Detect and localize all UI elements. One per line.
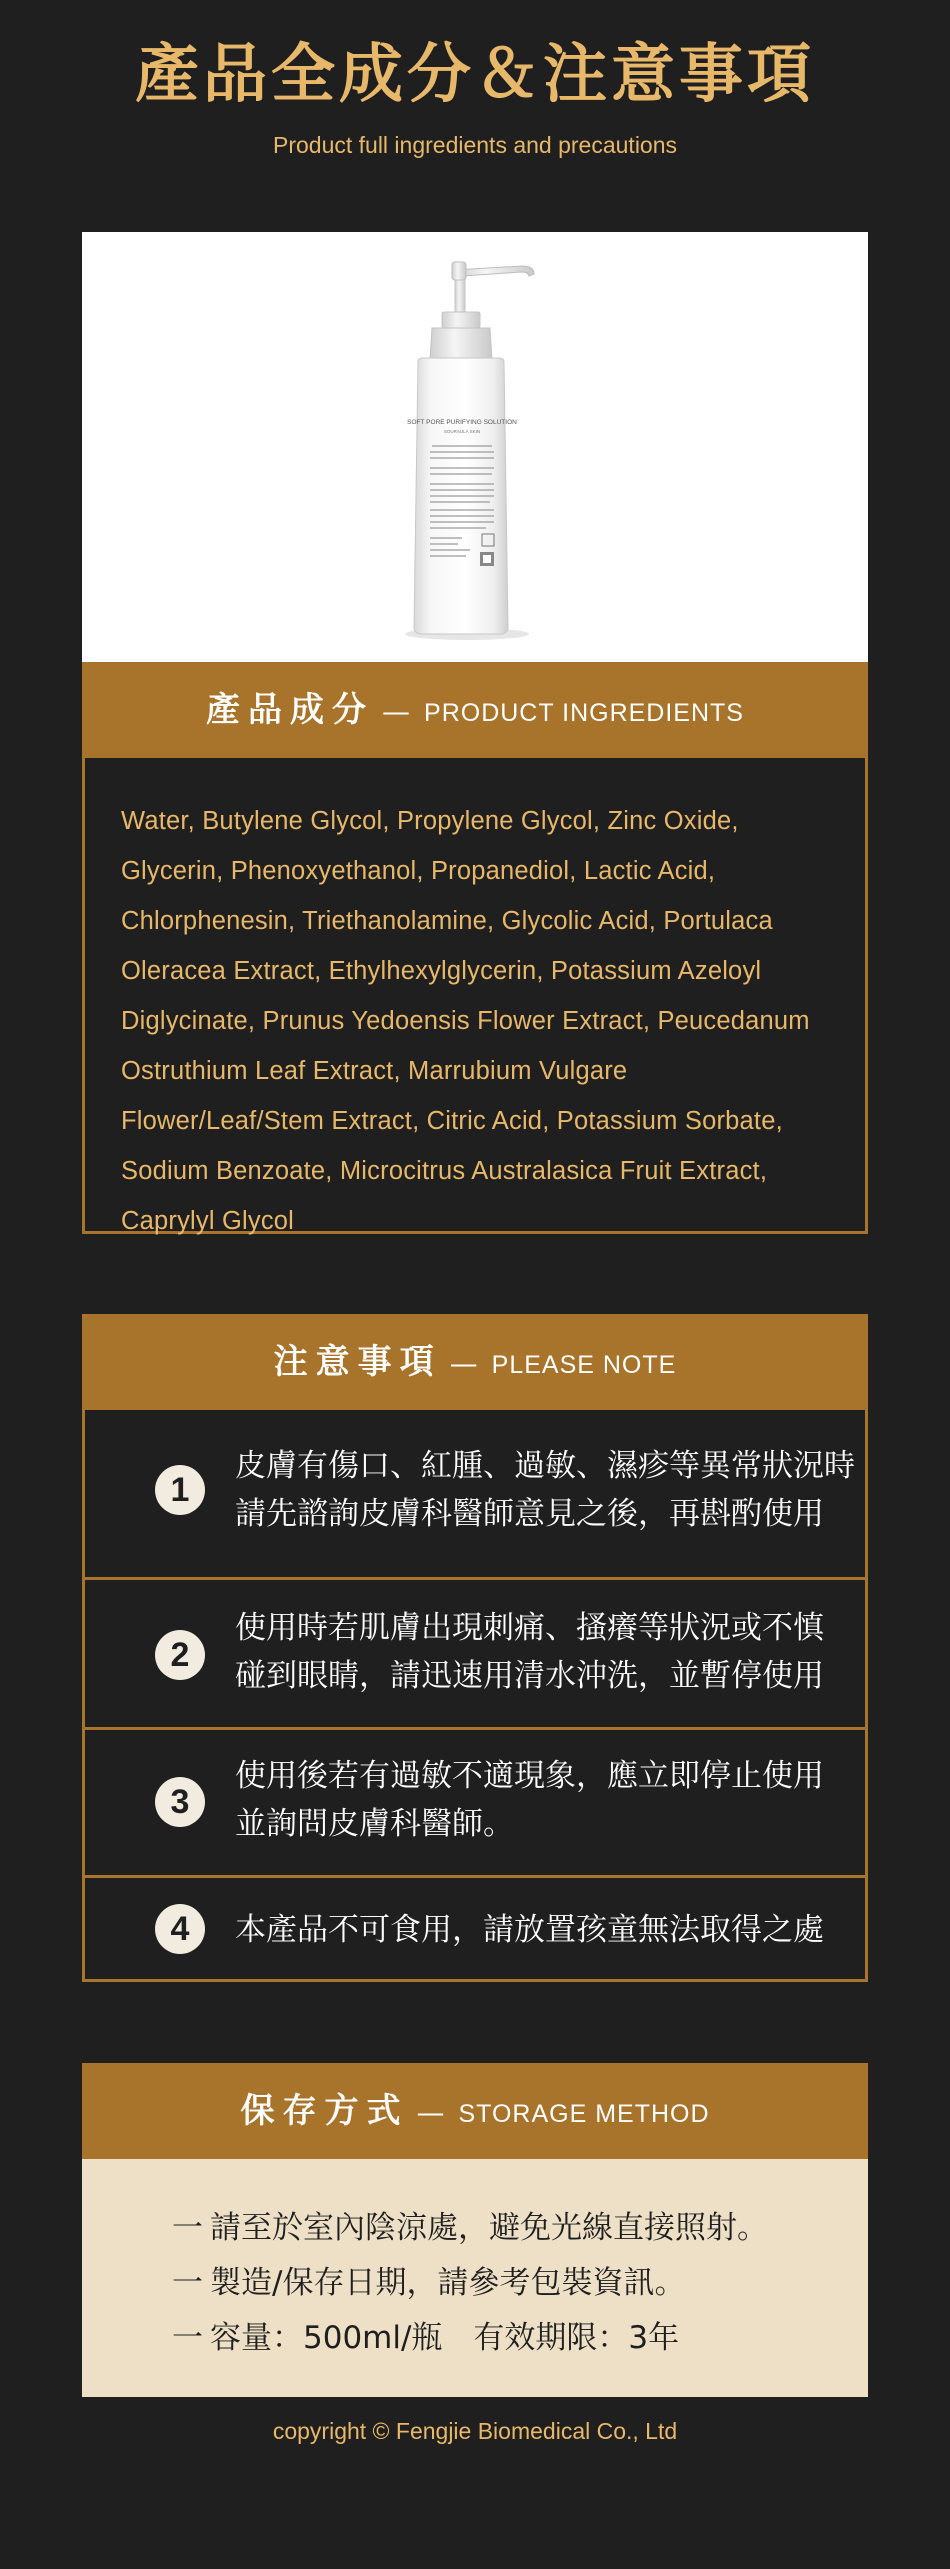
dash-bullet-icon: 一	[172, 2265, 203, 2301]
number-4-icon: 4	[155, 1904, 205, 1954]
product-image	[82, 232, 868, 662]
note-item-1	[82, 1410, 868, 1580]
page-header	[0, 0, 950, 159]
note-3-line-2: 並詢問皮膚科醫師。	[235, 1806, 514, 1842]
ingredients-list: Water, Butylene Glycol, Propylene Glycol, Zinc Oxide, Glycerin, Phenoxyethanol, Propanediol, Lactic Acid, Chlorphenesin, Triethanolamine, Glycolic Acid, Portulaca Oleracea Extract, Ethylhexylglycerin, Potassium Azeloyl Diglycinate, Prunus Yedoensis Flower Extract, Peucedanum Ostruthium Leaf Extract, Marrubium Vulgare Flower/Leaf/Stem Extract, Citric Acid, Potassium Sorbate, Sodium Benzoate, Microcitrus Australasica Fruit Extract, Caprylyl Glycol	[121, 807, 810, 1235]
ingredients-heading-en: PRODUCT INGREDIENTS	[424, 699, 744, 727]
storage-heading-zh: 保存方式	[240, 2091, 409, 2131]
note-2-line-1: 使用時若肌膚出現刺痛、搔癢等狀況或不慎	[235, 1610, 824, 1646]
storage-text-3: 容量：500ml/瓶 有效期限：3年	[210, 2320, 680, 2356]
note-1-line-2: 請先諮詢皮膚科醫師意見之後，再斟酌使用	[235, 1496, 824, 1532]
svg-text:SOFT PORE PURIFYING SOLUTION: SOFT PORE PURIFYING SOLUTION	[407, 419, 517, 426]
storage-heading	[82, 2063, 868, 2159]
storage-heading-separator: —	[416, 2096, 445, 2129]
ingredients-heading-separator: —	[382, 695, 411, 728]
note-item-3	[82, 1730, 868, 1878]
number-2-icon: 2	[155, 1630, 205, 1680]
storage-panel	[82, 2159, 868, 2397]
dash-bullet-icon: 一	[172, 2320, 203, 2356]
note-text-3	[235, 1752, 845, 1848]
ingredients-heading-zh: 產品成分	[206, 690, 375, 730]
pump-bottle-image	[82, 232, 868, 662]
notes-heading	[82, 1314, 868, 1410]
number-1-icon: 1	[155, 1465, 205, 1515]
svg-text:SOURAULA SKIN: SOURAULA SKIN	[443, 429, 481, 434]
notes-heading-separator: —	[449, 1347, 478, 1380]
notes-list	[82, 1410, 868, 1982]
storage-line-3	[172, 2311, 868, 2366]
storage-text-2: 製造/保存日期，請參考包裝資訊。	[210, 2265, 686, 2301]
storage-line-2	[172, 2256, 868, 2311]
page-title: 產品全成分＆注意事項	[135, 38, 815, 112]
note-text-4	[235, 1906, 845, 1954]
note-item-2	[82, 1580, 868, 1730]
storage-text-1: 請至於室內陰涼處，避免光線直接照射。	[210, 2210, 768, 2246]
ingredients-heading	[82, 662, 868, 758]
note-text-2	[235, 1604, 845, 1700]
page-subtitle: Product full ingredients and precautions	[272, 132, 678, 158]
note-3-line-1: 使用後若有過敏不適現象，應立即停止使用	[235, 1758, 824, 1794]
note-text-1	[235, 1442, 855, 1538]
note-item-4	[82, 1878, 868, 1982]
storage-heading-en: STORAGE METHOD	[458, 2100, 710, 2128]
ingredients-panel	[82, 758, 868, 1234]
note-1-line-1: 皮膚有傷口、紅腫、過敏、濕疹等異常狀況時	[235, 1448, 855, 1484]
note-4-line-1: 本產品不可食用，請放置孩童無法取得之處	[235, 1912, 824, 1948]
footer-copyright: copyright © Fengjie Biomedical Co., Ltd	[272, 2418, 678, 2444]
storage-line-1	[172, 2201, 868, 2256]
notes-heading-en: PLEASE NOTE	[491, 1351, 677, 1379]
note-2-line-2: 碰到眼睛，請迅速用清水沖洗，並暫停使用	[235, 1658, 824, 1694]
number-3-icon: 3	[155, 1777, 205, 1827]
dash-bullet-icon: 一	[172, 2210, 203, 2246]
notes-heading-zh: 注意事項	[273, 1342, 442, 1382]
